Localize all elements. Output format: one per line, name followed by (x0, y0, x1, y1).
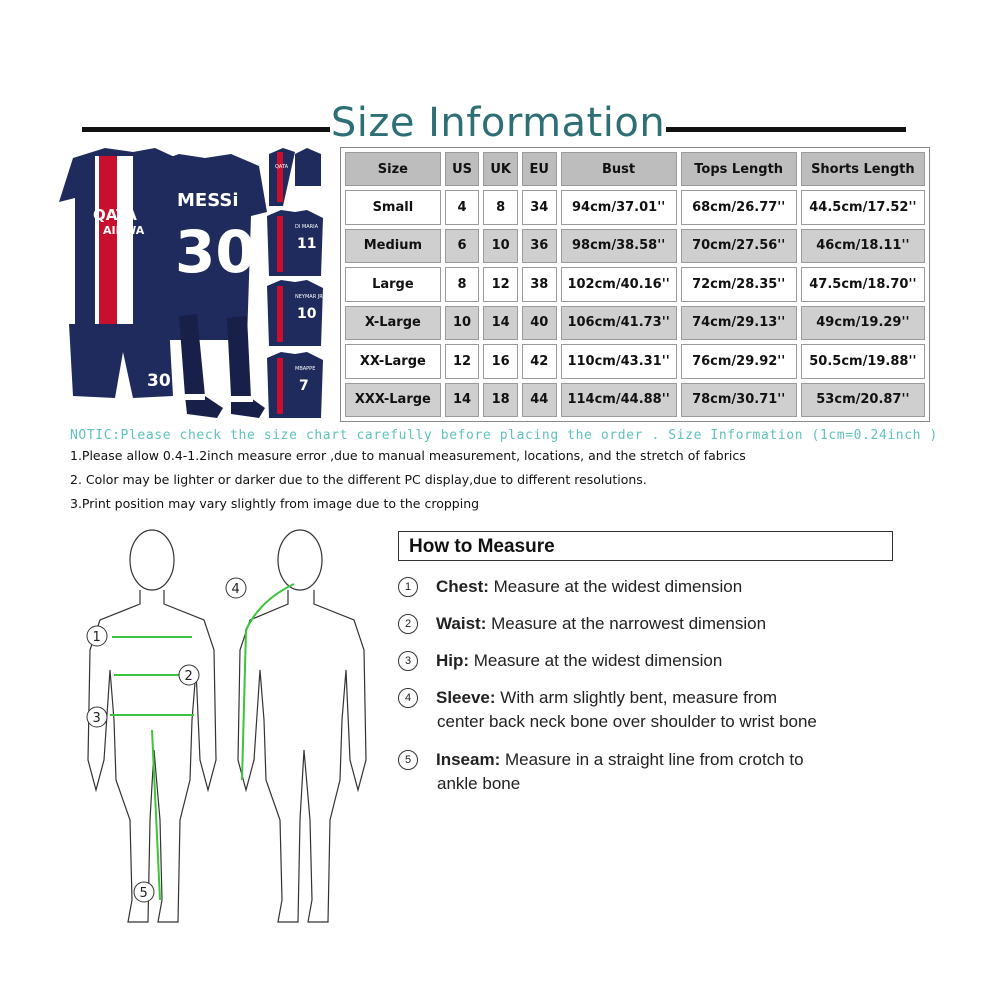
thumb-number-3: 10 (297, 306, 317, 322)
back-measure-lines (242, 584, 294, 780)
size-table-header (345, 152, 925, 186)
size-table-cell: 10 (483, 229, 518, 264)
step-text: Measure at the narrowest dimension (486, 614, 767, 633)
step-label: Waist: (436, 614, 487, 633)
notic-text: NOTIC:Please check the size chart carefully before placing the order . Size Information (1cm=0.24inch ) (70, 428, 938, 443)
note-2: 2. Color may be lighter or darker due to the different PC display,due to different resolutions. (70, 472, 647, 487)
back-body-outline (238, 530, 366, 922)
header-bust: Bust (561, 152, 677, 186)
size-table-cell: 53cm/20.87'' (801, 383, 925, 418)
size-table-cell: 14 (445, 383, 480, 418)
thumb-name-2: DI MARIA (295, 224, 319, 230)
size-table-cell: 72cm/28.35'' (681, 267, 797, 302)
marker-3: 3 (92, 711, 101, 726)
header-us: US (445, 152, 480, 186)
marker-4: 4 (231, 582, 240, 597)
size-table-cell: 78cm/30.71'' (681, 383, 797, 418)
sponsor-text-2: AIRWA (103, 224, 145, 237)
step-label: Chest: (436, 577, 489, 596)
step-number: 3 (398, 651, 418, 671)
size-table-cell: X-Large (345, 306, 441, 341)
size-table-cell: 74cm/29.13'' (681, 306, 797, 341)
shorts-number: 30 (147, 371, 171, 391)
size-table-cell: 44.5cm/17.52'' (801, 190, 925, 225)
step-label: Inseam: (436, 750, 501, 769)
back-jersey (139, 154, 267, 340)
size-table-cell: 114cm/44.88'' (561, 383, 677, 418)
size-table-cell: 70cm/27.56'' (681, 229, 797, 264)
step-text: Measure at the widest dimension (469, 651, 723, 670)
figure-markers (87, 578, 246, 902)
step-text: Measure at the widest dimension (488, 577, 743, 596)
size-table-row (345, 267, 925, 302)
size-table-cell: XXX-Large (345, 383, 441, 418)
step-text-continued: center back neck bone over shoulder to wrist bone (437, 712, 817, 731)
size-table-cell: 8 (483, 190, 518, 225)
jersey-number: 30 (175, 218, 256, 286)
jersey-name: MESSi (177, 190, 239, 211)
step-inseam (398, 750, 804, 793)
front-body-outline (88, 530, 216, 922)
size-table-cell: 98cm/38.58'' (561, 229, 677, 264)
thumb-number-2: 11 (297, 236, 317, 252)
size-table (340, 147, 930, 422)
size-table-row (345, 229, 925, 264)
size-table-row (345, 383, 925, 418)
thumbnail-4 (267, 352, 323, 418)
step-number: 1 (398, 577, 418, 597)
header-eu: EU (522, 152, 557, 186)
sponsor-text-1: QATA (93, 206, 137, 224)
size-table-cell: 76cm/29.92'' (681, 344, 797, 379)
size-table-row (345, 344, 925, 379)
size-table-cell: 49cm/19.29'' (801, 306, 925, 341)
title-rule-right (666, 127, 906, 132)
size-table-cell: 42 (522, 344, 557, 379)
size-table-cell: 6 (445, 229, 480, 264)
header-tops-length: Tops Length (681, 152, 797, 186)
step-waist (398, 614, 766, 634)
body-measure-figure (70, 520, 390, 930)
how-to-measure-title: How to Measure (398, 531, 893, 561)
step-text-continued: ankle bone (437, 774, 521, 793)
note-1: 1.Please allow 0.4-1.2inch measure error ,due to manual measurement, locations, and the stretch of fabrics (70, 448, 746, 463)
size-table-cell: 12 (445, 344, 480, 379)
inseam-line (152, 730, 160, 900)
size-table-cell: 94cm/37.01'' (561, 190, 677, 225)
marker-5: 5 (139, 886, 148, 901)
thumb-name-3: NEYMAR JR (295, 294, 323, 300)
step-number: 2 (398, 614, 418, 634)
thumb-name-1: QATA (275, 164, 289, 170)
header-uk: UK (483, 152, 518, 186)
step-label: Sleeve: (436, 688, 496, 707)
size-table-row (345, 190, 925, 225)
size-table-cell: 110cm/43.31'' (561, 344, 677, 379)
size-table-cell: 38 (522, 267, 557, 302)
step-text: With arm slightly bent, measure from (495, 688, 778, 707)
size-table-cell: 14 (483, 306, 518, 341)
size-table-cell: 36 (522, 229, 557, 264)
size-table-cell: 40 (522, 306, 557, 341)
size-table-cell: Medium (345, 229, 441, 264)
size-table-cell: XX-Large (345, 344, 441, 379)
size-table-cell: 50.5cm/19.88'' (801, 344, 925, 379)
sleeve-line (242, 584, 294, 780)
marker-1: 1 (92, 630, 101, 645)
size-table-cell: 46cm/18.11'' (801, 229, 925, 264)
thumbnail-2 (267, 210, 323, 276)
size-table-cell: 44 (522, 383, 557, 418)
size-table-row (345, 306, 925, 341)
size-table-cell: 68cm/26.77'' (681, 190, 797, 225)
size-table-cell: 4 (445, 190, 480, 225)
size-table-cell: 16 (483, 344, 518, 379)
step-hip (398, 651, 722, 671)
size-table-cell: 106cm/41.73'' (561, 306, 677, 341)
size-table-cell: 18 (483, 383, 518, 418)
size-table-cell: 12 (483, 267, 518, 302)
title-rule-left (82, 127, 330, 132)
step-number: 4 (398, 688, 418, 708)
size-table-cell: 10 (445, 306, 480, 341)
step-chest (398, 577, 742, 597)
thumb-number-4: 7 (299, 378, 309, 394)
size-table-cell: 47.5cm/18.70'' (801, 267, 925, 302)
thumbnail-1 (267, 148, 323, 206)
header-size: Size (345, 152, 441, 186)
size-table-cell: Small (345, 190, 441, 225)
page-title: Size Information (330, 100, 666, 146)
step-label: Hip: (436, 651, 470, 670)
thumbnail-3 (267, 280, 323, 346)
step-text: Measure in a straight line from crotch to (500, 750, 804, 769)
size-table-cell: 34 (522, 190, 557, 225)
note-3: 3.Print position may vary slightly from image due to the cropping (70, 496, 480, 511)
step-sleeve (398, 688, 817, 731)
size-table-cell: 8 (445, 267, 480, 302)
thumb-name-4: MBAPPE (295, 366, 316, 372)
header-shorts-length: Shorts Length (801, 152, 925, 186)
marker-2: 2 (184, 669, 193, 684)
product-image (55, 146, 340, 421)
step-number: 5 (398, 750, 418, 770)
size-table-cell: Large (345, 267, 441, 302)
size-table-cell: 102cm/40.16'' (561, 267, 677, 302)
